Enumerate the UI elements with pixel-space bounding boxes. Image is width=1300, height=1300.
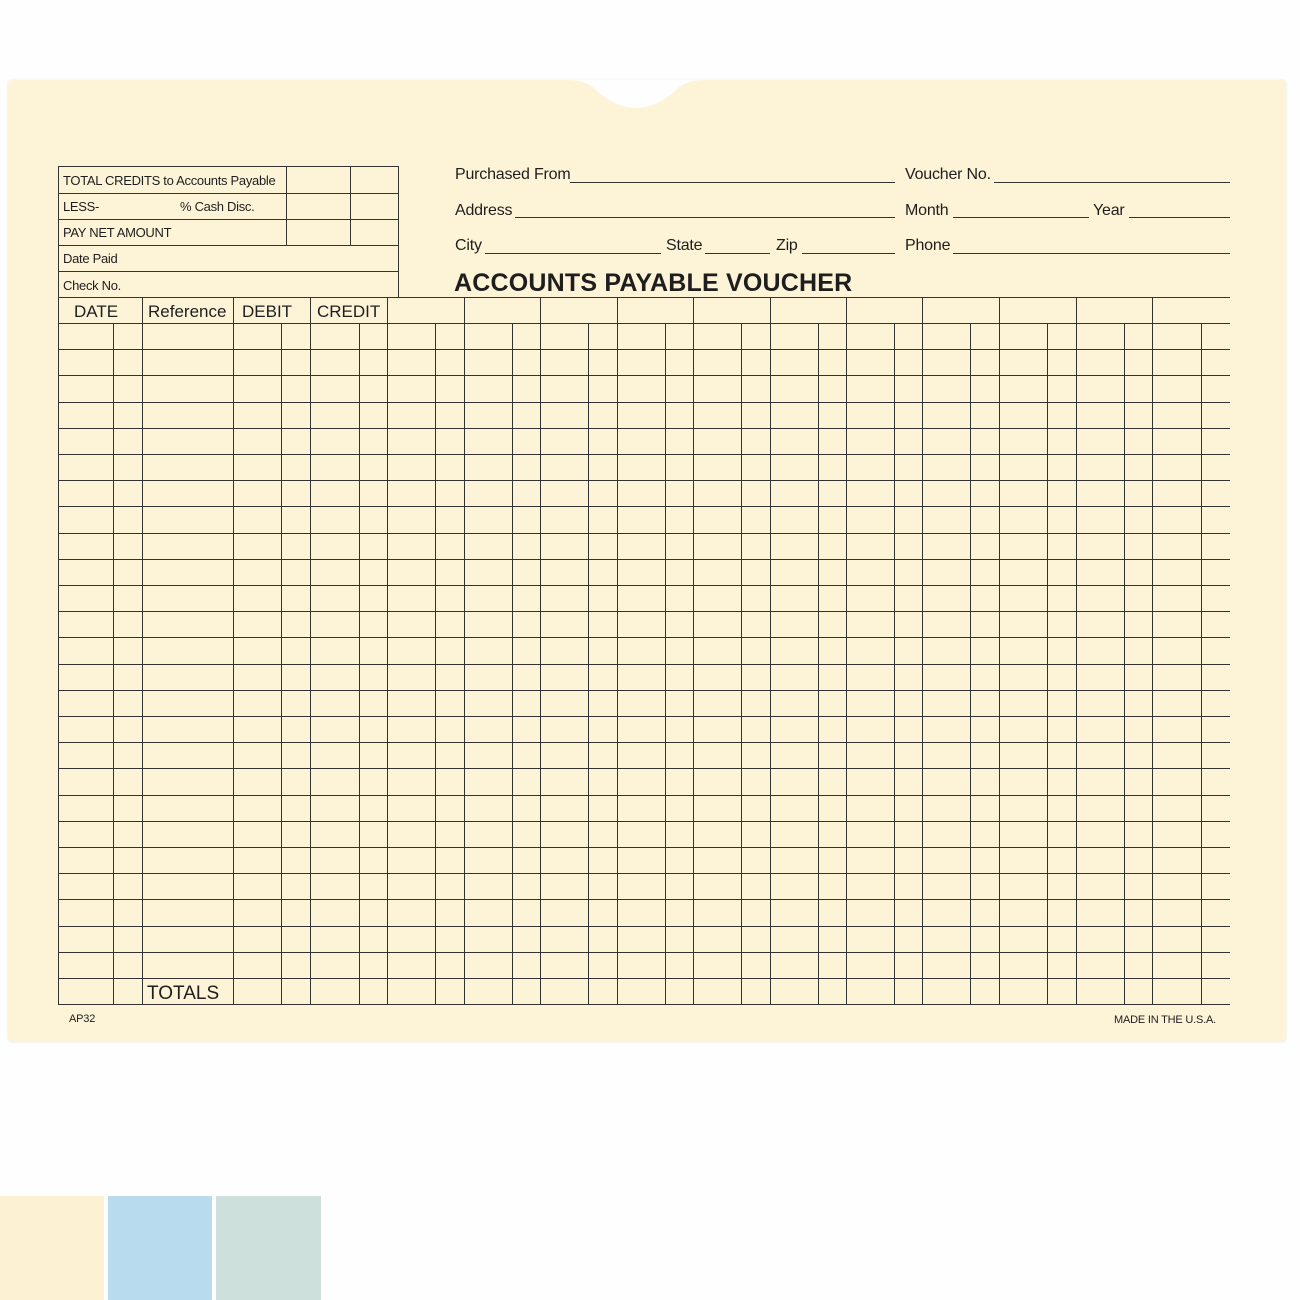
reference-column-header: Reference [148, 302, 227, 321]
grid-subcolumn-line [1201, 323, 1202, 1005]
date-paid-label: Date Paid [63, 251, 118, 266]
color-swatch-blue[interactable] [108, 1196, 212, 1300]
grid-column-line [770, 297, 771, 1005]
grid-subcolumn-line [281, 323, 282, 1005]
month-line [953, 217, 1089, 218]
color-swatch-green[interactable] [216, 1196, 321, 1300]
grid-subcolumn-line [512, 323, 513, 1005]
phone-line [953, 253, 1230, 254]
phone-label: Phone [905, 237, 951, 254]
check-no-label: Check No. [63, 278, 121, 293]
grid-subcolumn-line [665, 323, 666, 1005]
zip-line [802, 253, 895, 254]
grid-subcolumn-line [588, 323, 589, 1005]
grid-column-line [142, 297, 143, 1005]
purchased-from-label: Purchased From [455, 166, 571, 183]
grid-column-line [617, 297, 618, 1005]
grid-column-line [846, 297, 847, 1005]
voucher-no-line [994, 182, 1230, 183]
year-label: Year [1093, 202, 1125, 219]
grid-column-line [58, 297, 59, 1005]
pay-net-amount-label: PAY NET AMOUNT [63, 225, 172, 240]
date-column-header: DATE [74, 302, 119, 321]
less-label: LESS- [63, 199, 100, 214]
grid-subcolumn-line [435, 323, 436, 1005]
form-code: AP32 [69, 1013, 96, 1025]
grid-subcolumn-line [1124, 323, 1125, 1005]
form-title: ACCOUNTS PAYABLE VOUCHER [454, 269, 853, 297]
voucher-no-label: Voucher No. [905, 166, 991, 183]
debit-column-header: DEBIT [242, 302, 293, 321]
grid-subcolumn-line [359, 323, 360, 1005]
month-label: Month [905, 202, 949, 219]
grid-column-line [999, 297, 1000, 1005]
grid-column-line [1076, 297, 1077, 1005]
grid-column-line [540, 297, 541, 1005]
made-in-usa: MADE IN THE U.S.A. [1114, 1014, 1216, 1026]
thumb-cut [568, 80, 704, 112]
grid-subcolumn-line [894, 323, 895, 1005]
year-line [1129, 217, 1230, 218]
totals-label: TOTALS [147, 983, 220, 1004]
city-line [485, 253, 661, 254]
color-swatch-manila[interactable] [0, 1196, 104, 1300]
file-jacket [8, 80, 1286, 1042]
grid-subcolumn-line [818, 323, 819, 1005]
grid-column-line [1152, 297, 1153, 1005]
state-line [705, 253, 770, 254]
address-label: Address [455, 202, 513, 219]
grid-column-line [464, 297, 465, 1005]
grid-column-line [310, 297, 311, 1005]
city-label: City [455, 237, 482, 254]
grid-subcolumn-line [970, 323, 971, 1005]
grid-subcolumn-line [113, 323, 114, 1005]
zip-label: Zip [776, 237, 798, 254]
grid-column-line [233, 297, 234, 1005]
grid-column-line [387, 297, 388, 1005]
total-credits-label: TOTAL CREDITS to Accounts Payable [63, 173, 276, 188]
cash-disc-label: % Cash Disc. [180, 199, 255, 214]
grid-subcolumn-line [741, 323, 742, 1005]
state-label: State [666, 237, 703, 254]
grid-subcolumn-line [1047, 323, 1048, 1005]
address-line [515, 217, 895, 218]
grid-column-line [922, 297, 923, 1005]
grid-column-line [693, 297, 694, 1005]
credit-column-header: CREDIT [317, 302, 381, 321]
purchased-from-line [570, 182, 895, 183]
